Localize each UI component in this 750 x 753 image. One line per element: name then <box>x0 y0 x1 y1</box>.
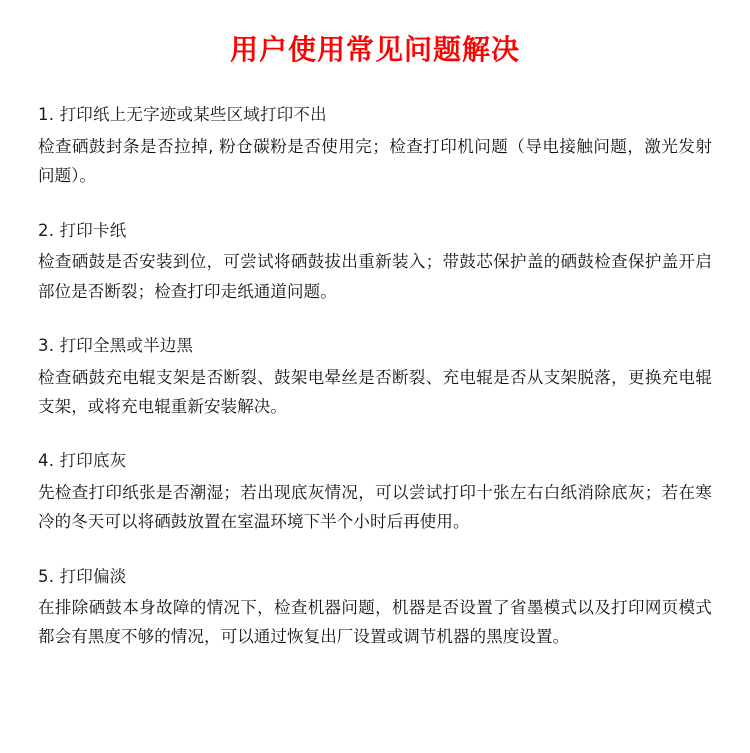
faq-question: 1. 打印纸上无字迹或某些区域打印不出 <box>38 105 327 125</box>
faq-answer: 先检查打印纸张是否潮湿；若出现底灰情况，可以尝试打印十张左右白纸消除底灰；若在寒冷的冬天可以将硒鼓放置在室温环境下半个小时后再使用。 <box>38 482 712 532</box>
faq-answer: 检查硒鼓封条是否拉掉, 粉仓碳粉是否使用完；检查打印机问题（导电接触问题，激光发射问题）。 <box>38 136 712 186</box>
faq-answer: 在排除硒鼓本身故障的情况下，检查机器问题，机器是否设置了省墨模式以及打印网页模式都会有黑度不够的情况，可以通过恢复出厂设置或调节机器的黑度设置。 <box>38 598 712 647</box>
faq-item <box>38 564 712 652</box>
faq-item <box>38 333 712 421</box>
faq-question: 3. 打印全黑或半边黑 <box>38 335 194 355</box>
faq-question: 5. 打印偏淡 <box>38 566 127 586</box>
faq-item <box>38 218 712 306</box>
faq-item <box>38 102 712 190</box>
faq-question: 2. 打印卡纸 <box>38 220 127 240</box>
faq-list <box>38 102 712 651</box>
faq-item <box>38 448 712 536</box>
faq-answer: 检查硒鼓是否安装到位，可尝试将硒鼓拔出重新装入；带鼓芯保护盖的硒鼓检查保护盖开启部位是否断裂；检查打印走纸通道问题。 <box>38 252 712 301</box>
faq-question: 4. 打印底灰 <box>38 451 127 471</box>
page-title: 用户使用常见问题解决 <box>229 33 520 66</box>
faq-answer: 检查硒鼓充电辊支架是否断裂、鼓架电晕丝是否断裂、充电辊是否从支架脱落，更换充电辊支架，或将充电辊重新安装解决。 <box>38 367 712 416</box>
